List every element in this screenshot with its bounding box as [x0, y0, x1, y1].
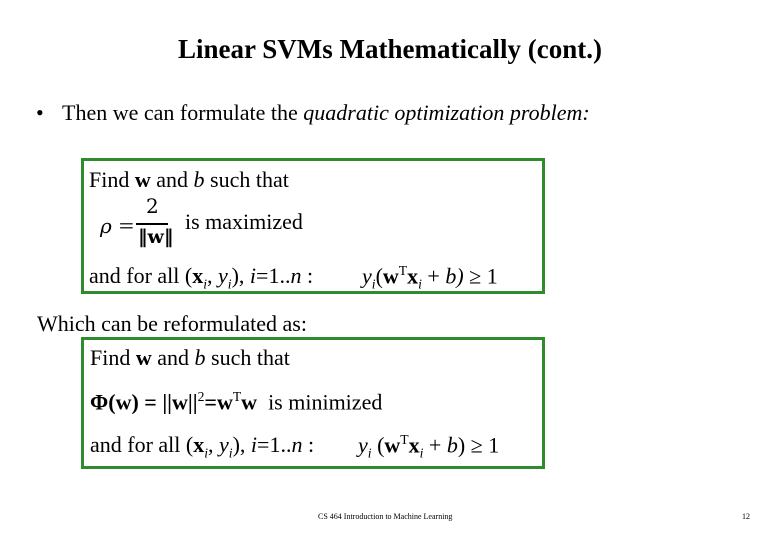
box1-forall-n: n [290, 263, 302, 288]
box2-constraint-y: y [358, 432, 368, 458]
fraction-numerator: 2 [146, 194, 159, 218]
box1-forall-sub-i1: i [203, 276, 208, 292]
box1-find-b: b [193, 167, 205, 192]
box2-forall-comma: , [208, 432, 220, 457]
box1-constraint-sub-i2: i [418, 276, 422, 292]
equals-sign: = [118, 213, 135, 237]
box1-forall-close: ), [231, 263, 250, 288]
box1-forall-sub-i2: i [227, 276, 232, 292]
page-number: 12 [742, 512, 750, 521]
box2-forall-y: y [219, 432, 229, 457]
box2-forall-sub-i2: i [228, 445, 233, 461]
phi-sup-2: 2 [197, 389, 205, 404]
box2-forall-x: x [193, 432, 205, 457]
bullet-point [36, 100, 590, 126]
bullet-text: Then we can formulate the [62, 100, 304, 125]
maximized-text: is maximized [185, 209, 303, 234]
box1-constraint-y: y [362, 263, 372, 289]
box1-forall-y: y [218, 263, 228, 288]
box2-constraint-x: x [408, 432, 420, 458]
box1-forall-i: i [249, 263, 257, 288]
box1-constraint-w: w [382, 263, 399, 289]
box1-constraint [362, 263, 498, 293]
objective-line [90, 389, 382, 415]
box2-find-pre: Find [90, 345, 136, 370]
box1-constraint-ge: ≥ 1 [463, 263, 498, 289]
box2-forall-range: =1.. [257, 432, 292, 457]
bullet-marker: • [36, 100, 44, 125]
box2-constraint [358, 432, 499, 462]
box2-constraint-open: ( [371, 432, 385, 458]
box2-forall-sub-i1: i [204, 445, 209, 461]
box2-forall-n: n [291, 432, 303, 457]
footer-course: CS 464 Introduction to Machine Learning [318, 512, 453, 521]
box2-forall-pre: and for all ( [90, 432, 194, 457]
box2-forall-colon: : [302, 432, 315, 457]
box2-constraint-ge: ≥ 1 [465, 432, 500, 458]
rho-symbol: ρ [100, 214, 112, 238]
box1-constraint-sub-i: i [371, 276, 376, 292]
box1-forall-colon: : [301, 263, 314, 288]
box2-find-and: and [151, 345, 195, 370]
margin-formula [96, 196, 176, 254]
box2-forall-close: ), [232, 432, 251, 457]
phi-expression: Φ(w) = ||w|| [90, 389, 198, 415]
box2-constraint-sub-i: i [367, 445, 372, 461]
box1-constraint-x: x [407, 263, 419, 289]
box2-forall-line [90, 432, 314, 461]
phi-w: w [241, 389, 258, 415]
box2-constraint-b: b [446, 432, 458, 458]
box1-find-w: w [134, 167, 151, 192]
box1-find-line [89, 167, 289, 193]
box2-find-line [90, 345, 290, 371]
box1-forall-comma: , [207, 263, 219, 288]
box1-forall-line [89, 263, 313, 292]
minimized-text: is minimized [257, 389, 383, 415]
box1-find-pre: Find [89, 167, 135, 192]
box1-find-and: and [150, 167, 194, 192]
box2-constraint-plus: + [423, 432, 447, 458]
box2-find-b: b [194, 345, 206, 370]
box1-constraint-open: ( [375, 263, 383, 289]
box2-find-post: such that [205, 345, 290, 370]
box2-constraint-w: w [384, 432, 401, 458]
slide-title: Linear SVMs Mathematically (cont.) [178, 34, 602, 64]
box2-constraint-close: ) [457, 432, 466, 458]
phi-sup-T: T [232, 389, 242, 404]
box1-forall-range: =1.. [256, 263, 291, 288]
box2-forall-i: i [250, 432, 258, 457]
fraction-denominator: ‖w‖ [138, 226, 174, 248]
bullet-text-italic: quadratic optimization problem: [303, 100, 590, 125]
box1-find-post: such that [204, 167, 289, 192]
reformulated-text: Which can be reformulated as: [37, 311, 307, 336]
box1-forall-pre: and for all ( [89, 263, 193, 288]
phi-eq: =w [204, 389, 233, 415]
box2-constraint-sub-i2: i [419, 445, 424, 461]
box1-forall-x: x [192, 263, 204, 288]
fraction-bar [136, 223, 168, 225]
box1-constraint-plus: + [421, 263, 446, 289]
box2-find-w: w [135, 345, 152, 370]
box2-constraint-T: T [400, 432, 409, 447]
box1-constraint-b: b) [445, 263, 464, 289]
box1-constraint-T: T [398, 263, 408, 278]
